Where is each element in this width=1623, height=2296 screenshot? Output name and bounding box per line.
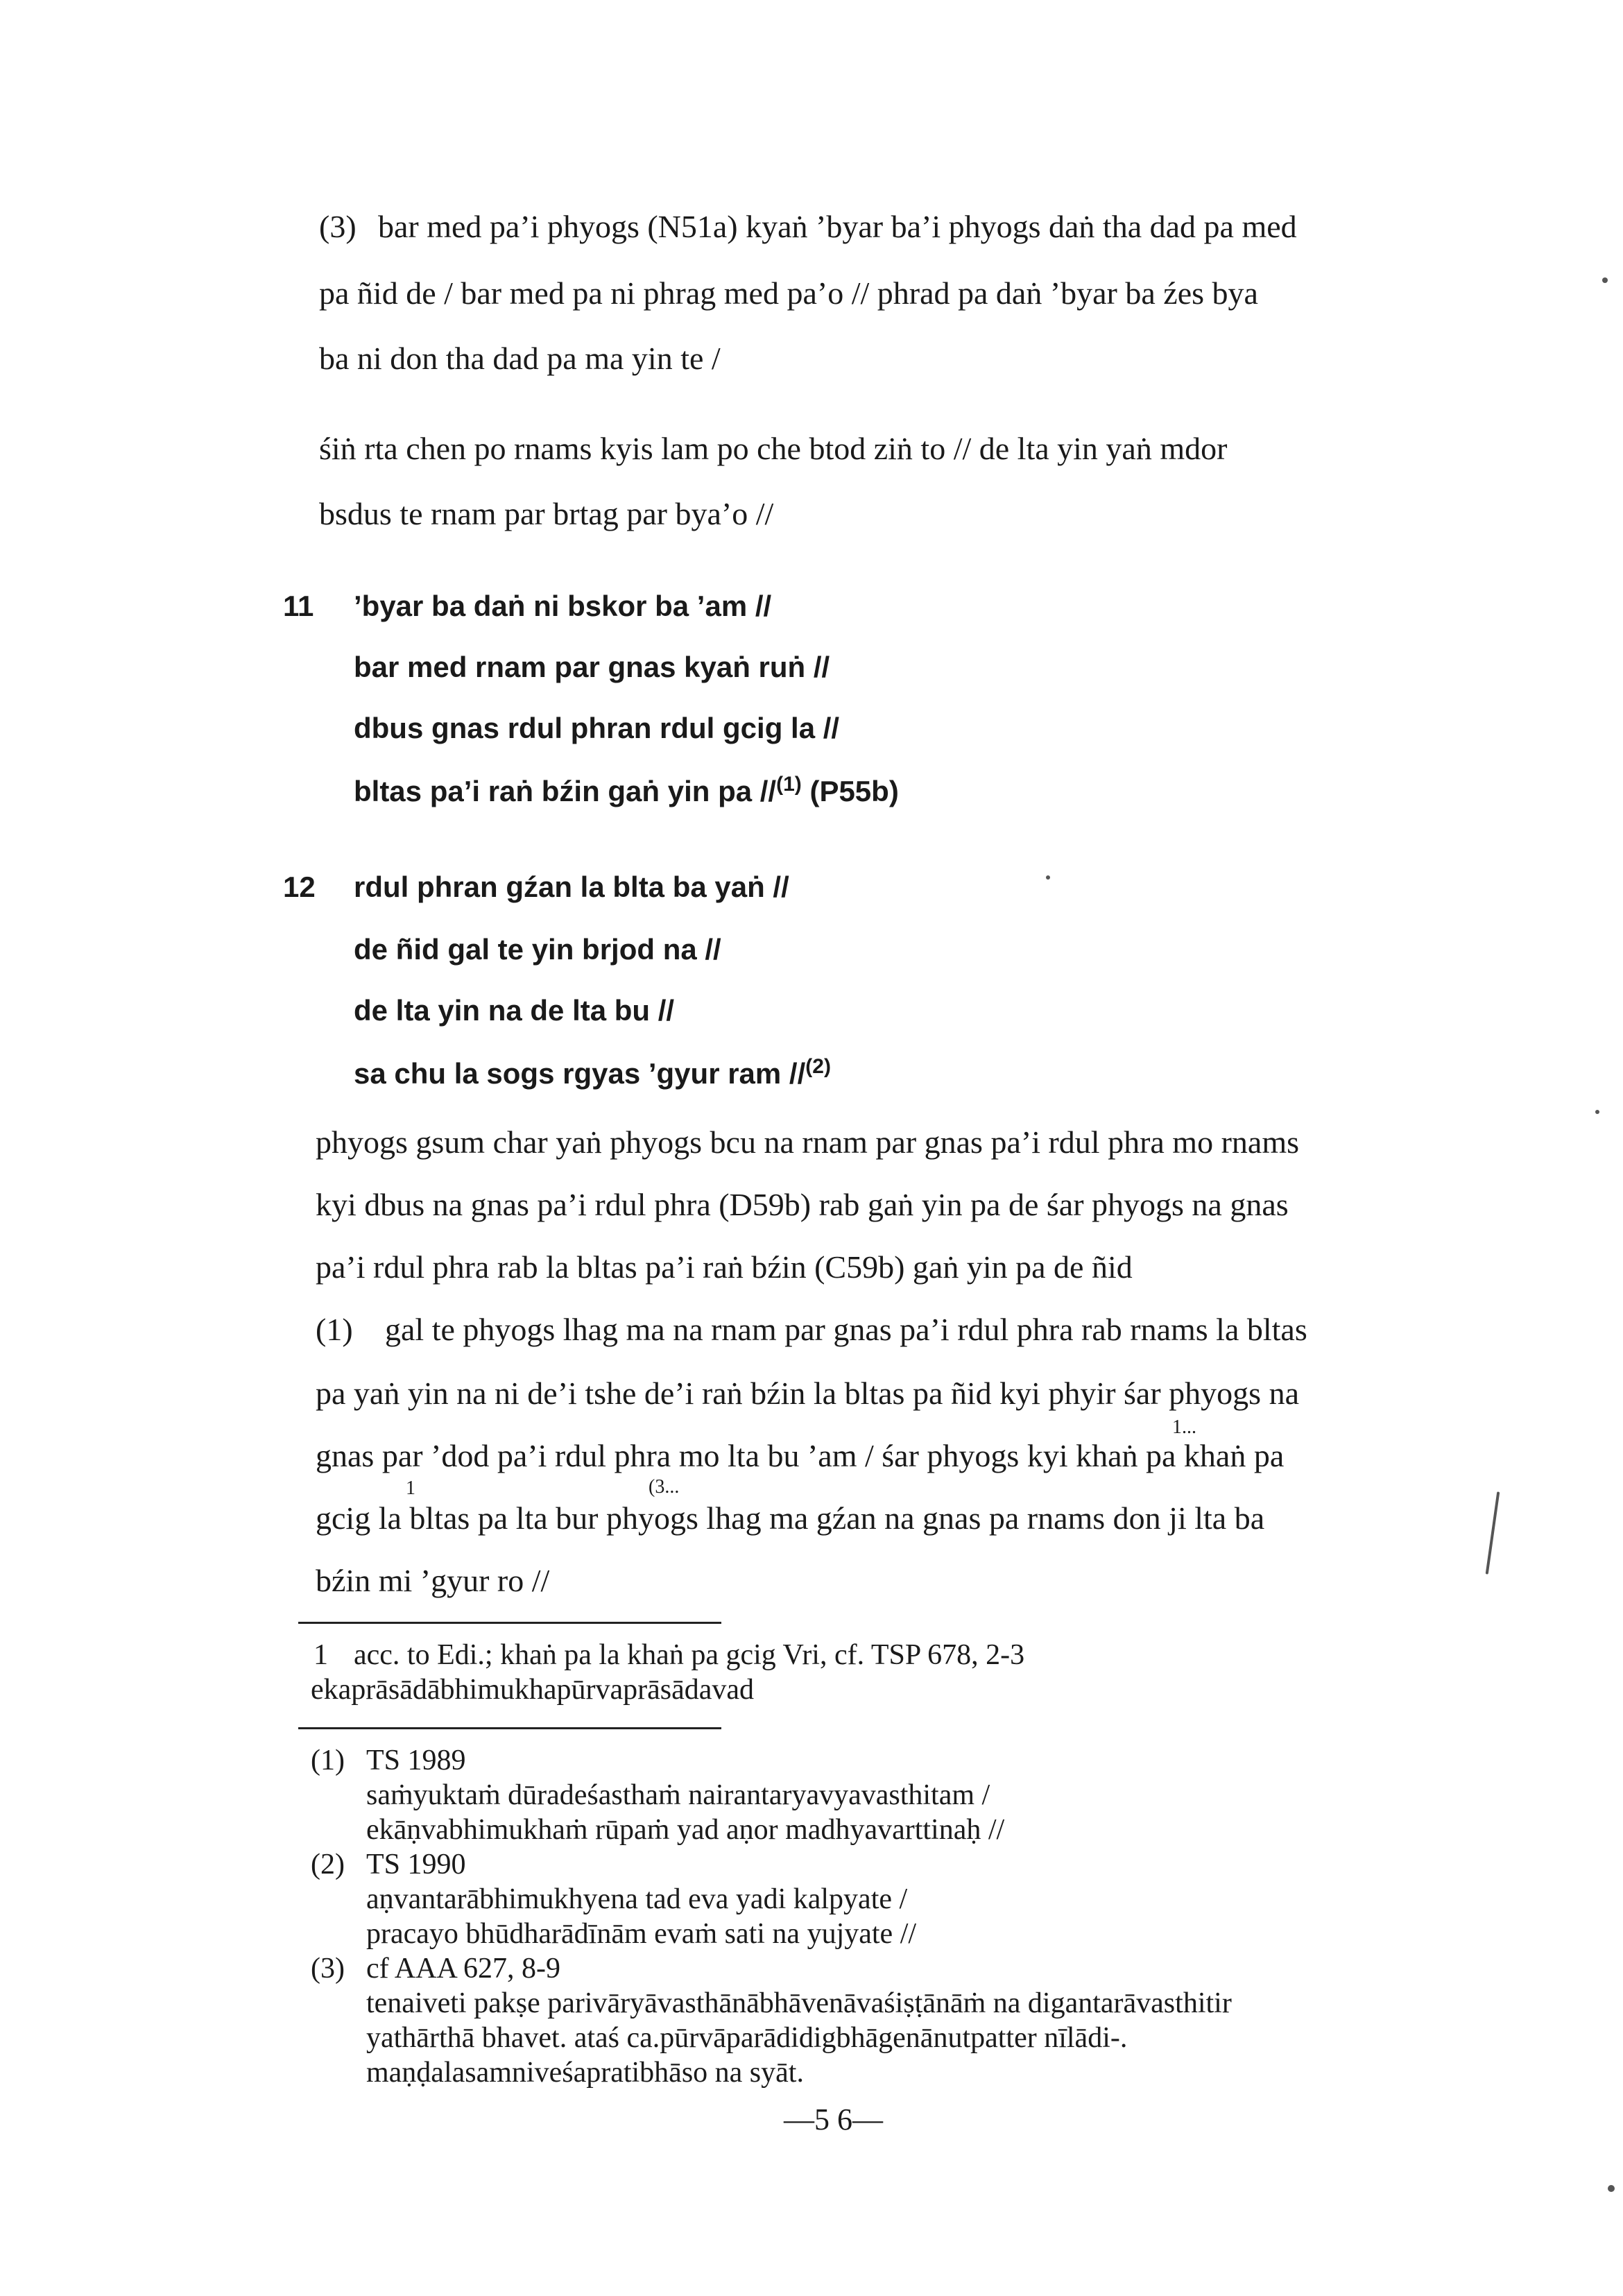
- note1-head: TS 1989: [366, 1745, 466, 1776]
- block4-line-3: gnas par ’dod pa’i rdul phra mo lta bu ’am / śar phyogs kyi khaṅ pa khaṅ pa: [316, 1438, 1285, 1473]
- block1-line-3: ba ni don tha dad pa ma yin te /: [319, 341, 721, 376]
- block4-line-4: gcig la bltas pa lta bur phyogs lhag ma gźan na gnas pa rnams don ji lta ba: [316, 1500, 1265, 1536]
- block1-line-2: pa ñid de / bar med pa ni phrag med pa’o // phrad pa daṅ ’byar ba źes bya: [319, 275, 1258, 311]
- block4-mark-b: 1: [406, 1477, 415, 1499]
- note2-head: TS 1990: [366, 1849, 466, 1881]
- block4-mark-a: 1...: [1172, 1416, 1196, 1438]
- note2-line-2: pracayo bhūdharādīnām evaṁ sati na yujyate //: [366, 1918, 917, 1950]
- verse12-line-1: rdul phran gźan la blta ba yaṅ //: [354, 871, 789, 903]
- scan-speck: [1595, 1110, 1599, 1114]
- verse12-line-3: de lta yin na de lta bu //: [354, 994, 675, 1027]
- note3-line-1: tenaiveti pakṣe parivāryāvasthānābhāvenāvaśiṣṭānāṁ na digantarāvasthitir: [366, 1987, 1232, 2019]
- verse11-line-4-text: bltas pa’i raṅ bźin gaṅ yin pa //: [354, 775, 777, 807]
- verse12-number: 12: [283, 871, 316, 903]
- verse11-line-2: bar med rnam par gnas kyaṅ ruṅ //: [354, 651, 830, 683]
- block4-line-2: pa yaṅ yin na ni de’i tshe de’i raṅ bźin la bltas pa ñid kyi phyir śar phyogs na: [316, 1376, 1299, 1411]
- verse12-line-4-text: sa chu la sogs rgyas ’gyur ram //: [354, 1057, 806, 1090]
- footnote1-line-1: acc. to Edi.; khaṅ pa la khaṅ pa gcig Vri, cf. TSP 678, 2-3: [354, 1639, 1025, 1671]
- verse11-line-1: ’byar ba daṅ ni bskor ba ’am //: [354, 590, 772, 622]
- note1-marker: (1): [311, 1745, 345, 1776]
- note2-line-1: aṇvantarābhimukhyena tad eva yadi kalpyate /: [366, 1883, 908, 1915]
- block3-line-2: kyi dbus na gnas pa’i rdul phra (D59b) rab gaṅ yin pa de śar phyogs na gnas: [316, 1187, 1289, 1222]
- footnote-rule-1: [298, 1622, 721, 1624]
- verse12-line-4: [354, 1055, 831, 1090]
- note3-line-3: maṇḍalasamniveśapratibhāso na syāt.: [366, 2057, 804, 2089]
- footnote1-number: 1: [314, 1639, 328, 1671]
- note1-line-1: saṁyuktaṁ dūradeśasthaṁ nairantaryavyavasthitam /: [366, 1779, 990, 1811]
- block2-line-2: bsdus te rnam par brtag par bya’o //: [319, 496, 774, 531]
- block4-line-5: bźin mi ’gyur ro //: [316, 1563, 550, 1598]
- footnote1-line-2: ekaprāsādābhimukhapūrvaprāsādavad: [311, 1674, 755, 1706]
- scan-speck: [1046, 875, 1050, 880]
- block3-line-1: phyogs gsum char yaṅ phyogs bcu na rnam par gnas pa’i rdul phra mo rnams: [316, 1124, 1300, 1160]
- note3-head: cf AAA 627, 8-9: [366, 1953, 560, 1985]
- page-number: —5 6—: [784, 2102, 883, 2136]
- block1-line-1: bar med pa’i phyogs (N51a) kyaṅ ’byar ba’i phyogs daṅ tha dad pa med: [378, 209, 1297, 244]
- verse11-number: 11: [283, 590, 314, 622]
- scan-speck: [1602, 277, 1608, 283]
- verse12-footnote-marker: (2): [805, 1055, 831, 1078]
- footnote-rule-2: [298, 1727, 721, 1729]
- block4-mark-c: (3...: [649, 1476, 680, 1498]
- verse11-line-3: dbus gnas rdul phran rdul gcig la //: [354, 712, 840, 744]
- note1-line-2: ekāṇvabhimukhaṁ rūpaṁ yad aṇor madhyavarttinaḥ //: [366, 1814, 1005, 1846]
- note3-line-2: yathārthā bhavet. ataś ca.pūrvāparādidigbhāgenānutpatter nīlādi-.: [366, 2022, 1128, 2054]
- block4-marker: (1): [316, 1312, 353, 1347]
- note2-marker: (2): [311, 1849, 345, 1881]
- verse11-line-4: [354, 773, 899, 808]
- verse12-line-2: de ñid gal te yin brjod na //: [354, 933, 721, 966]
- verse11-page-ref: (P55b): [809, 775, 899, 807]
- block3-line-3: pa’i rdul phra rab la bltas pa’i raṅ bźin (C59b) gaṅ yin pa de ñid: [316, 1249, 1133, 1285]
- verse11-footnote-marker: (1): [776, 773, 802, 796]
- block2-line-1: śiṅ rta chen po rnams kyis lam po che btod ziṅ to // de lta yin yaṅ mdor: [319, 431, 1228, 466]
- block1-marker: (3): [319, 209, 357, 244]
- note3-marker: (3): [311, 1953, 345, 1985]
- scan-speck: [1608, 2185, 1615, 2192]
- block4-line-1: gal te phyogs lhag ma na rnam par gnas pa’i rdul phra rab rnams la bltas: [385, 1312, 1307, 1347]
- scan-speck: [1486, 1491, 1500, 1574]
